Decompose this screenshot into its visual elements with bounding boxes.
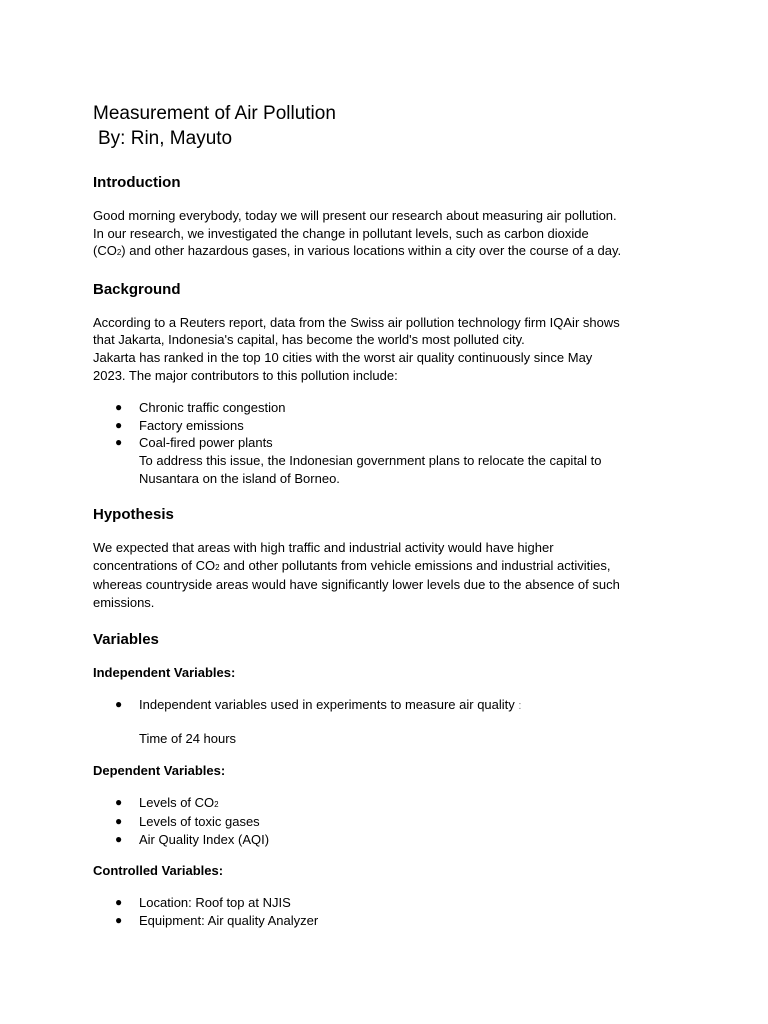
list-item xyxy=(93,434,678,452)
bullet-icon: ● xyxy=(115,895,123,910)
colon-mark: : xyxy=(518,699,522,712)
list-item xyxy=(93,831,678,849)
relocation-line: Nusantara on the island of Borneo. xyxy=(139,470,340,486)
background-paragraph xyxy=(93,314,678,384)
document-title: Measurement of Air Pollution xyxy=(93,103,336,124)
bullet-icon: ● xyxy=(115,400,123,415)
co2-subscript: 2 xyxy=(215,562,220,572)
variables-heading: Variables xyxy=(93,630,159,648)
bullet-icon: ● xyxy=(115,794,123,809)
list-item-text: Levels of CO xyxy=(139,794,215,810)
hypothesis-line: emissions. xyxy=(93,594,155,610)
hypothesis-line: We expected that areas with high traffic and industrial activity would have higher xyxy=(93,540,554,556)
background-line: 2023. The major contributors to this pollution include: xyxy=(93,367,398,383)
bullet-icon: ● xyxy=(115,696,123,711)
intro-line: In our research, we investigated the change in pollutant levels, such as carbon dioxide xyxy=(93,225,589,241)
independent-variables-list xyxy=(93,696,678,716)
background-line: Jakarta has ranked in the top 10 cities with the worst air quality continuously since May xyxy=(93,349,593,365)
intro-text: ) and other hazardous gases, in various locations within a city over the course of a day. xyxy=(121,243,622,259)
list-item-text: Factory emissions xyxy=(139,417,244,433)
document-author: By: Rin, Mayuto xyxy=(98,128,233,149)
dependent-variables-list xyxy=(93,794,678,849)
controlled-variables-list xyxy=(93,894,678,929)
co2-subscript: 2 xyxy=(214,799,219,809)
dependent-variables-heading: Dependent Variables: xyxy=(93,762,226,778)
list-item-text: Levels of toxic gases xyxy=(139,814,260,830)
background-line: that Jakarta, Indonesia's capital, has become the world's most polluted city. xyxy=(93,332,525,348)
list-item xyxy=(93,894,678,912)
list-item-text: Location: Roof top at NJIS xyxy=(139,895,291,911)
list-item xyxy=(93,399,678,417)
hypothesis-text: and other pollutants from vehicle emissions and industrial activities, xyxy=(219,557,611,573)
co2-subscript: 2 xyxy=(116,248,122,258)
bullet-icon: ● xyxy=(115,814,123,829)
list-item-text: Independent variables used in experiments to measure air quality xyxy=(139,696,515,712)
intro-text: (CO xyxy=(93,243,117,259)
background-line: According to a Reuters report, data from the Swiss air pollution technology firm IQAir shows xyxy=(93,314,620,330)
background-heading: Background xyxy=(93,280,181,298)
list-item xyxy=(93,912,678,930)
introduction-heading: Introduction xyxy=(93,174,181,191)
bullet-icon: ● xyxy=(115,913,123,928)
list-item xyxy=(93,813,678,831)
list-item xyxy=(93,794,678,814)
list-item-text: Air Quality Index (AQI) xyxy=(139,831,270,847)
bullet-icon: ● xyxy=(115,417,123,432)
hypothesis-line: whereas countryside areas would have significantly lower levels due to the absence of such xyxy=(93,577,620,593)
relocation-line: To address this issue, the Indonesian government plans to relocate the capital to xyxy=(139,452,602,468)
bullet-icon: ● xyxy=(115,831,123,846)
hypothesis-paragraph xyxy=(93,539,678,611)
list-item xyxy=(93,696,678,716)
relocation-note xyxy=(93,452,678,487)
hypothesis-line xyxy=(93,557,678,577)
document-page xyxy=(93,101,678,930)
intro-line: Good morning everybody, today we will present our research about measuring air pollution. xyxy=(93,208,617,223)
independent-variable-value: Time of 24 hours xyxy=(139,731,237,747)
controlled-variables-heading: Controlled Variables: xyxy=(93,863,224,879)
list-item-text: Coal-fired power plants xyxy=(139,435,273,451)
list-item xyxy=(93,417,678,435)
list-item-text: Chronic traffic congestion xyxy=(139,400,286,416)
bullet-icon: ● xyxy=(115,435,123,450)
list-item-text: Equipment: Air quality Analyzer xyxy=(139,913,319,929)
hypothesis-heading: Hypothesis xyxy=(93,506,174,524)
hypothesis-text: concentrations of CO xyxy=(93,557,216,573)
introduction-paragraph xyxy=(93,207,678,262)
intro-line xyxy=(93,242,678,262)
pollution-contributors-list xyxy=(93,399,678,452)
independent-variables-heading: Independent Variables: xyxy=(93,664,236,680)
